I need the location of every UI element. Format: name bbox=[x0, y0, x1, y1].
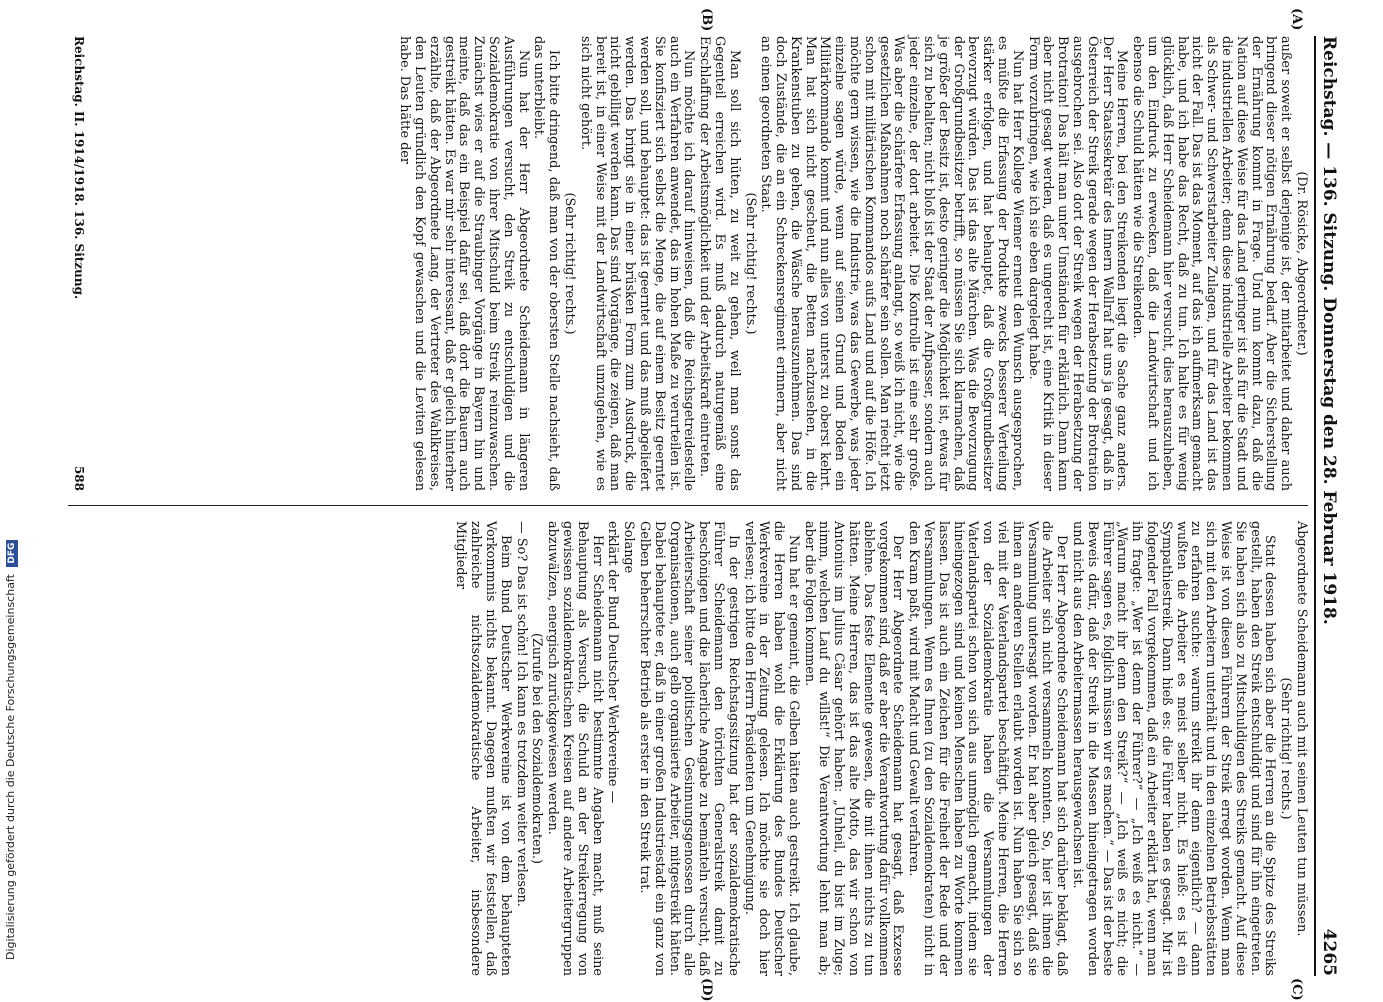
margin-marker-b: (B) bbox=[699, 8, 714, 32]
paragraph: Nun hat Herr Kollege Wiemer erneut den Wunsch ausgesprochen, es müßte die Erfassung der Produkte zwecks besserer Verteilung stärker erfolgen, und hat behauptet, daß die Großgrundbesitzer bevorzugt würden. Das ist das alte Märchen. Was die Bevorzugung der Großgrundbesitzer betrifft, so müssen Sie sich klarmachen, daß je größer der Besitz ist, desto geringer die Möglichkeit ist, etwas für sich zu behalten; nicht bloß ist der Staat der Aufpasser, sondern auch jeder einzelne, der dort arbeitet. Die Kontrolle ist eine sehr große. Was aber die schärfere Erfassung anlangt, so weiß ich nicht, wie die gesetzlichen Maßnahmen noch schärfer sein sollen. Man riecht jetzt schon mit militärischen Kommandos aufs Land und auf die Höfe. Ich möchte gern wissen, wie die Industrie, was das Gewerbe, was jeder einzelne sagen würde, wenn auf seinen Grund und Boden ein Militärkommando kommt und nun alles von unterst zu oberst kehrt. Man hat sich nicht gescheut, die Betten nachzusehen, in die Krankenstuben zu gehen, die Wäsche herauszunehmen. Das sind doch Zustände, die an ein Schreckensregiment erinnern, aber nicht an einen geordneten Staat. bbox=[758, 36, 1025, 491]
paragraph: Der Herr Abgeordnete Scheidemann hat sich darüber beklagt, daß die Arbeiter sich nicht versammeln konnten. So, hier ist ihnen die Versammlung untersagt worden. Er hat aber gleich gesagt, daß sie ihnen an anderen Stellen erlaubt worden ist. Nun haben Sie sich so viel mit der Vaterlandspartei beschäftigt. Meine Herren, die Herren von der Sozialdemokratie haben die Versammlungen der Vaterlandspartei schon von sich aus unmöglich gemacht, indem sie hineingezogen sind und keinen Menschen haben zu Worte kommen lassen. Das ist auch ein Zeichen für die Freiheit der Rede und der Versammlungen. Wenn es Ihnen (zu den Sozialdemokraten) nicht in den Kram paßt, wird mit Macht und Gewalt verfahren. bbox=[906, 521, 1070, 976]
paragraph: außer soweit er selbst derjenige ist, der mitarbeitet und daher auch bringend dieser nötigen Ernährung bedarf. Aber die Sicherstellung der Ernährung kommt in Frage. Und nun kommt dazu, daß die Nation auf diese Weise für das Land geringer ist als für die Stadt und die industriellen Arbeiter; denn diese industrielle Arbeiter bekommen als Schwer- und Schwerstarbeiter Zulagen, und für das Land ist das nicht der Fall. Das ist das Moment, auf das ich aufmerksam gemacht habe, und ich habe das Recht, daß zu tun. Ich halte es für wenig glücklich, daß Herr Scheidemann hier versucht, dies herauszuheben, um den Eindruck zu erwecken, daß die Landwirtschaft und ich ebenso die Schuld hätten wie die Streikenden. bbox=[1130, 36, 1294, 491]
page-number: 4265 bbox=[1319, 928, 1339, 976]
paragraph: erklärt der Bund Deutscher Werkvereine — bbox=[605, 521, 621, 804]
paragraph: — So? Das ist schön! Ich kann es trotzdem weiter verlesen. bbox=[513, 521, 529, 907]
digitization-credit bbox=[2, 0, 26, 1000]
margin-marker-d: (D) bbox=[699, 978, 714, 1002]
page-footer bbox=[72, 36, 86, 491]
page-header bbox=[1314, 36, 1354, 976]
margin-marker-a: (A) bbox=[1289, 8, 1304, 31]
column-divider bbox=[68, 505, 1308, 506]
interjection: (Sehr richtig! rechts.) bbox=[561, 192, 577, 335]
paragraph: Meine Herren, bei den Streikenden liegt die Sache ganz anders. Der Herr Staatssekretär des Innern Wallraf hat uns ja gesagt, daß in Österreich der Streik gerade wegen der Herabsetzung der Brotration ausgebrochen sei. Also dort der Streik wegen der Herabsetzung der Brotration! Das hält man unter Umständen für erklärlich. Dann kann aber nicht gesagt werden, daß es ungerecht ist, eine Kritik in dieser Form vorzubringen, wie ich sie eben dargelegt habe. bbox=[1025, 36, 1130, 491]
header-title: Reichstag. — 136. Sitzung. Donnerstag den 28. Februar 1918. bbox=[1319, 36, 1339, 625]
footer-sheet-number: 588 bbox=[72, 465, 86, 491]
paragraph: Ich bitte dringend, daß man von der obersten Stelle nachsieht, daß das unterbleibt. bbox=[531, 36, 562, 491]
quoted-paragraph: Herr Scheidemann nicht bestimmte Angaben macht, muß seine Behauptung als Versuch, die Schuld an der Streikerregung von gewissen sozialdemokratischen Kreisen auf andere Arbeitergruppen abzuwälzen, energisch zurückgewiesen werden. bbox=[545, 521, 605, 976]
paragraph: Abgeordnete Scheidemann auch mit seinen Leuten tun müssen. bbox=[1294, 521, 1309, 937]
paragraph: Nun hat er gemeint, die Gelben hätten auch gestreikt. Ich glaube, die Herren haben wohl die Erklärung des Bundes Deutscher Werkvereine in der Zeitung gelesen. Ich möchte sie doch hier verlesen; ich bitte den Herrn Präsidenten um Genehmigung. bbox=[741, 521, 801, 976]
right-column bbox=[68, 521, 1308, 976]
paragraph: Der Herr Abgeordnete Scheidemann hat gesagt, daß Exzesse vorgekommen sind, daß er aber die Verantwortung dafür vollkommen ablehne. Das feste Elemente gewesen, die mit ihnen nichts zu tun hätten. Meine Herren, das ist das alte Motto, das wir schon von Antonius im Julius Cäsar gehört haben: „Unheil, du bist im Zuge; nimm, welchen Lauf du willst!“ Die Verantwortung lehnt man ab; aber die Folgen kommen. bbox=[801, 521, 906, 976]
dfg-logo: DFG bbox=[6, 540, 18, 567]
footer-citation: Reichstag. II. 1914/1918. 136. Sitzung. bbox=[72, 36, 86, 300]
interjection: (Sehr richtig! rechts.) bbox=[1278, 677, 1294, 820]
page-content bbox=[64, 8, 1354, 1002]
speaker-note: (Dr. Rösicke, Abgeordneter.) bbox=[1294, 171, 1309, 356]
paragraph: Nun hat der Herr Abgeordnete Scheidemann in längeren Ausführungen versucht, den Streik zu entschuldigen und die Sozialdemokratie von ihrer Mitschuld beim Streik reinzuwaschen. Zunächst wies er auf die Straubinger Vorgänge in Bayern hin und meinte, daß das ein Beispiel dafür sei, daß dort die Bauern auch gestreikt hätten. Es war mir sehr interessant, daß er gleich hinterher erzählte, daß der Abgeordnete Lang, der Vertreter des Wahlkreises, den Leuten gründlich den Kopf gewaschen und die Leviten gelesen habe. Das hätte der bbox=[397, 36, 531, 491]
credit-text-rotated bbox=[4, 0, 26, 980]
paragraph: Statt dessen haben sich aber die Herren an die Spitze des Streiks gestellt, haben den Streik entschuldigt und sind für ihn eingetreten. Sie haben sich also zu Mitschuldigen des Streiks gemacht. Auf diese Weise ist von diesen Führern der Streik erregt worden. Wenn man sich mit den Arbeitern unterhält und in den einzelnen Betriebsstätten zu erfahren suchte: warum streikt ihr denn eigentlich? — dann wußten die Arbeiter es meist selber nicht. Es hieß: es ist ein Sympathiestreik. Dann hieß es: die Führer haben es gesagt. Mir ist folgender Fall vorgekommen, daß ein Arbeiter erklärt hat, wenn man ihn fragte: „Wer ist denn der Führer?“ — „Ich weiß es nicht.“ — „Warum macht ihr denn den Streik?“ — „Ich weiß es nicht; die Führer sagen es, folglich müssen wir es machen.“ — Das ist der beste Beweis dafür, daß der Streik in die Massen hineingetragen worden und nicht aus den Arbeitermassen herausgewachsen ist. bbox=[1070, 521, 1278, 976]
left-column bbox=[68, 36, 1308, 491]
credit-label: Digitalisierung gefördert durch die Deutsche Forschungsgemeinschaft bbox=[4, 574, 17, 960]
margin-marker-c: (C) bbox=[1289, 978, 1304, 1001]
interjection: (Sehr richtig! rechts.) bbox=[742, 192, 758, 335]
paragraph: Beim Bund Deutscher Werkvereine ist von dem behaupteten Vorkommnis nichts bekannt. Dagegen mußten wir feststellen, daß zahlreiche nichtsozialdemokratische Arbeiter, insbesondere Mitglieder bbox=[453, 521, 513, 976]
rotated-page-scan bbox=[64, 8, 1354, 1002]
paragraph: Solange bbox=[621, 521, 637, 574]
quoted-paragraph: In der gestrigen Reichstagssitzung hat der sozialdemokratische Führer Scheidemann den törichten Generalstreik damit zu beschönigen und die lächerliche Angabe zu bemänteln versucht, daß Arbeiterschaft seiner politischen Gesinnungsgenossen durch alle Organisationen, auch gelb organisierte Arbeiter, mitgestreikt hätten. Dabei behauptete er, daß in einer großen Industriestadt ein ganz von Gelben beherrschter Betrieb als erster in den Streik trat. bbox=[636, 521, 741, 976]
paragraph: Man soll sich hüten, zu weit zu gehen, weil man sonst das Gegenteil erreichen wird. Es muß dadurch naturgemäß eine Erschlaffung der Arbeitsmöglichkeit und der Arbeitskraft eintreten. bbox=[697, 36, 742, 491]
paragraph: Nun möchte ich darauf hinweisen, daß die Reichsgetreidestelle auch ein Verfahren anwendet, das im hohen Maße zu verurteilen ist. Sie konfisziert sich selbst die Menge, die auf einem Besitz geerntet werden soll, und behauptet: das ist geerntet und das muß abgeliefert werden. Das bringt sie in einer brüsken Form zum Ausdruck, die nicht gebilligt werden kann. Das sind Vorgänge, die zeigen, daß man bereit ist, in einer Weise mit der Landwirtschaft umzugehen, wie es sich nicht gehört. bbox=[577, 36, 697, 491]
interjection: (Zurufe bei den Sozialdemokraten.) bbox=[529, 632, 545, 864]
